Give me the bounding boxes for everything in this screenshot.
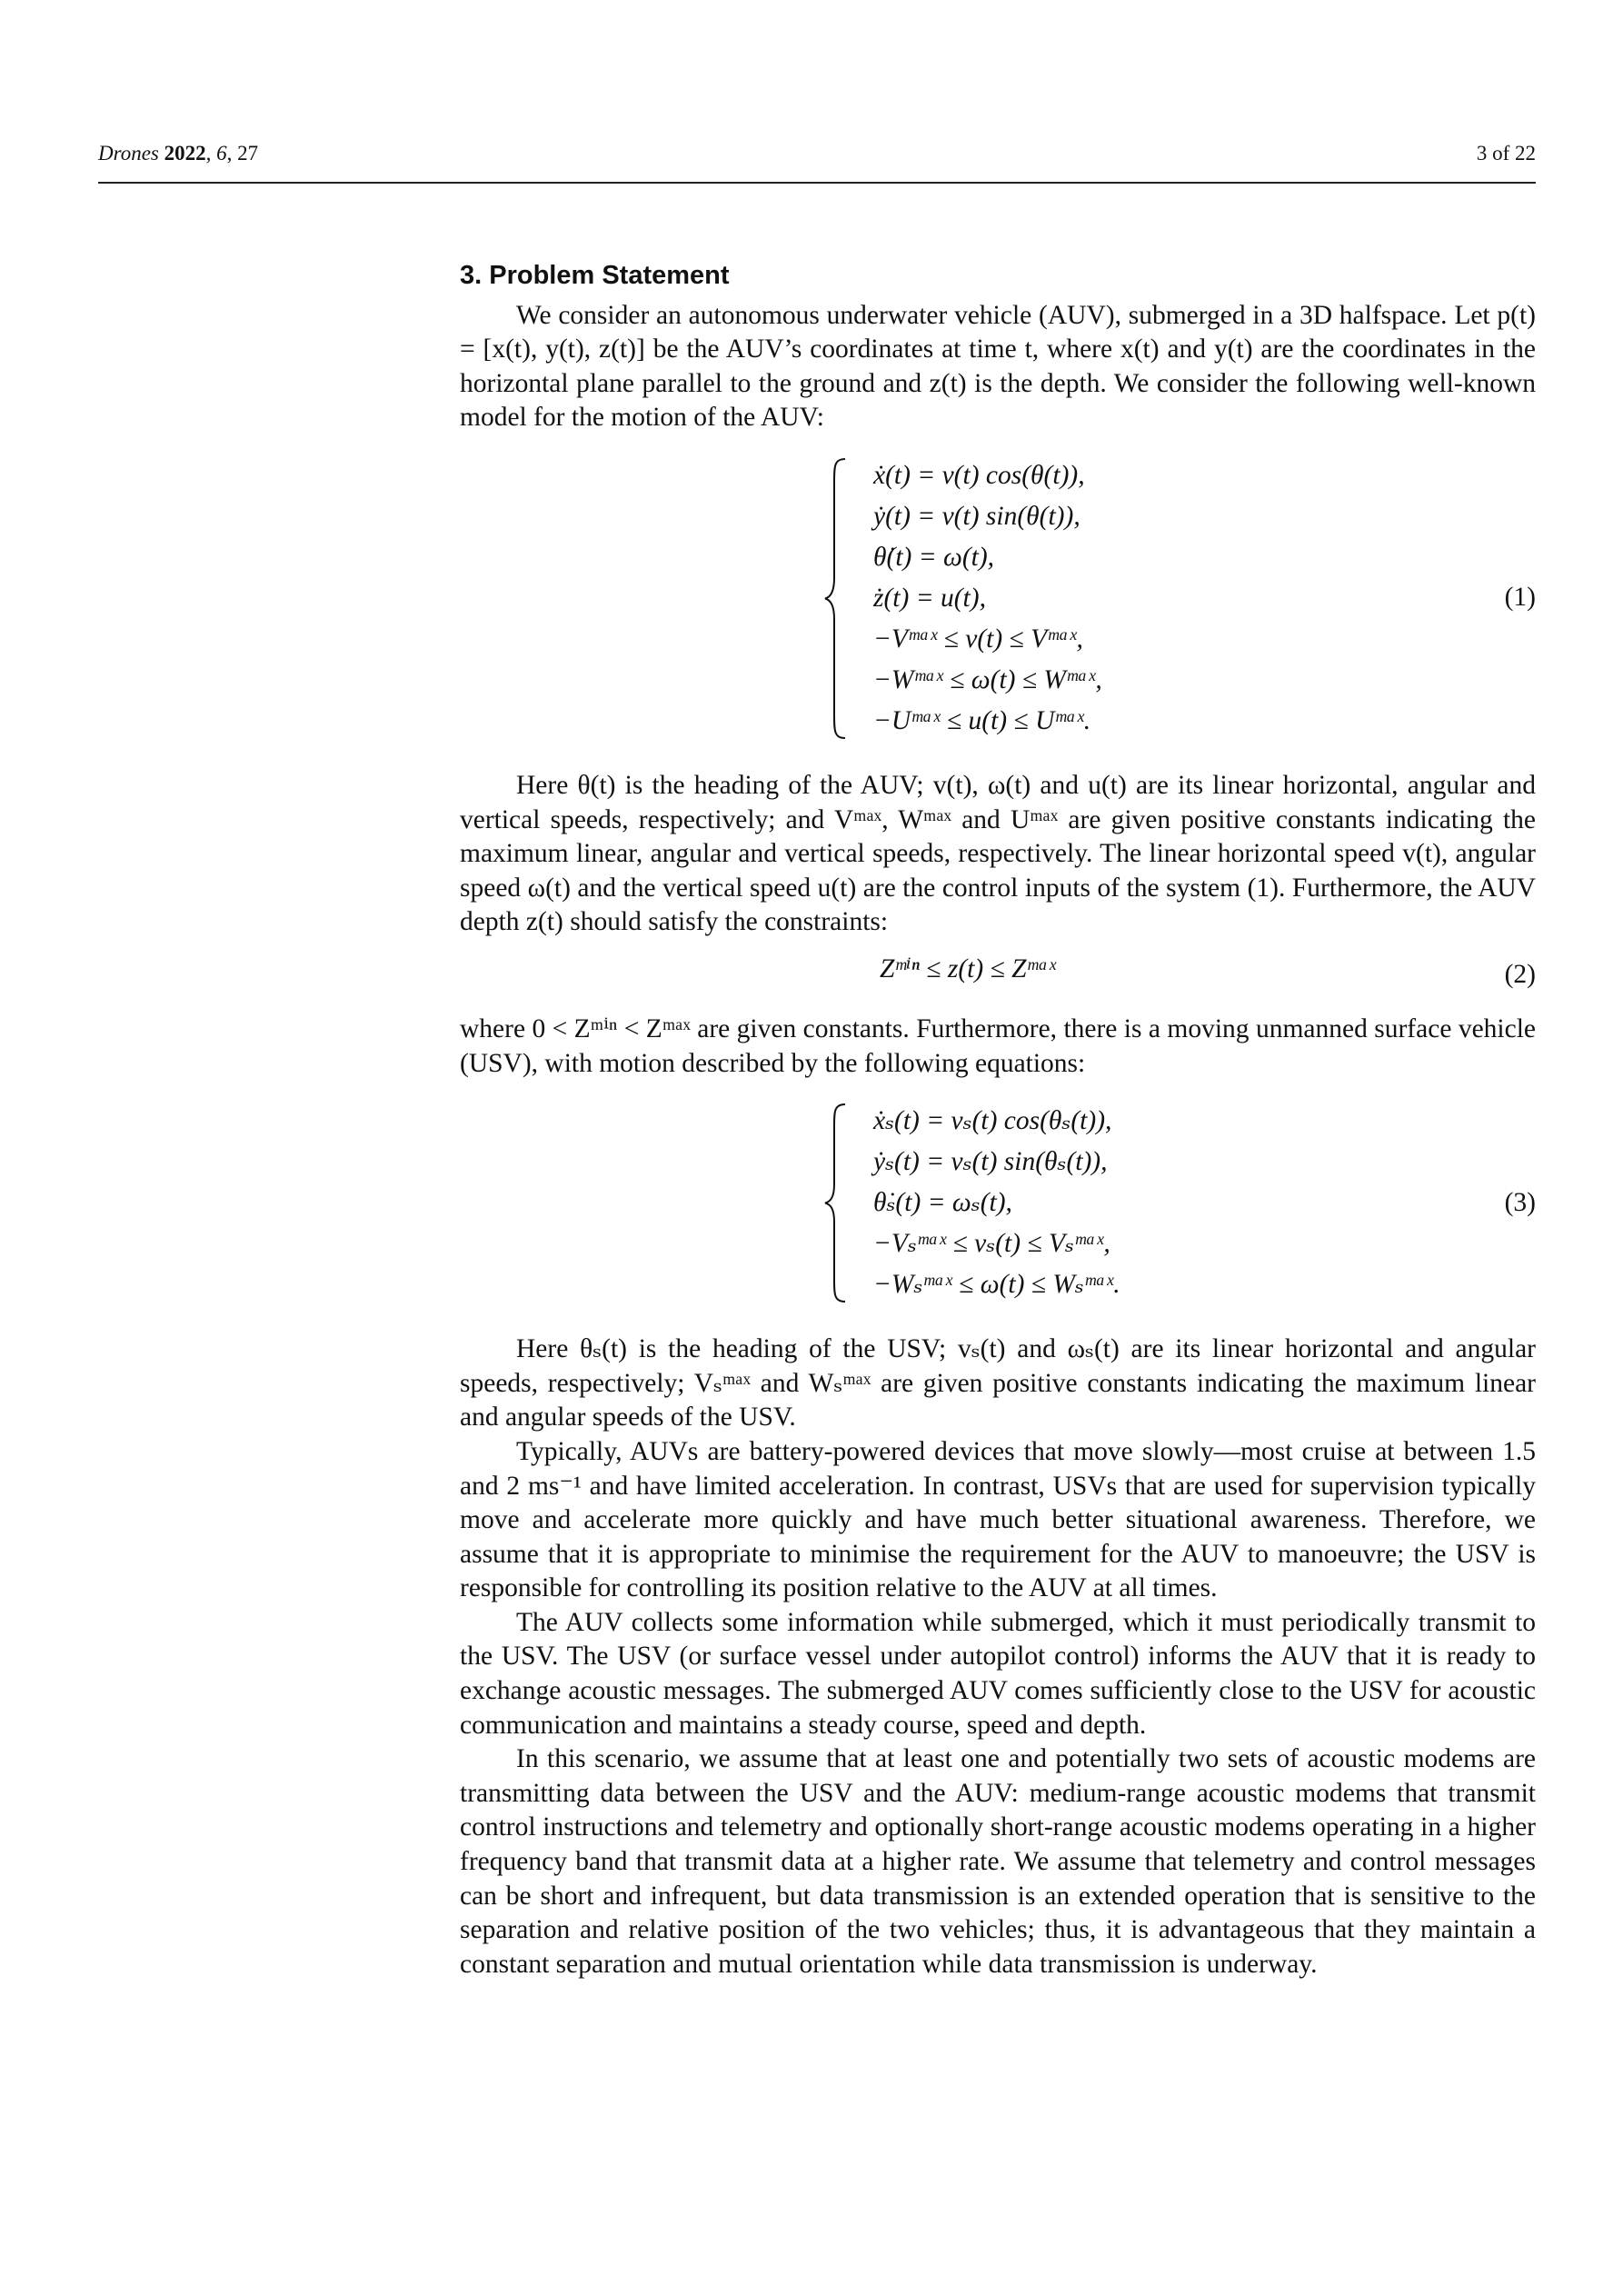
equation-3 <box>460 1101 1536 1305</box>
paragraph-5: Typically, AUVs are battery-powered devices that move slowly—most cruise at between 1.5 and 2 ms⁻¹ and have limited acceleration. In contrast, USVs that are used for supervision typically move and accelerate more quickly and have much better situational awareness. Therefore, we assume that it is appropriate to minimise the requirement for the AUV to manoeuvre; the USV is responsible for controlling its position relative to the AUV at all times. <box>460 1436 1536 1603</box>
paragraph-7: In this scenario, we assume that at least one and potentially two sets of acoustic modems are transmitting data between the USV and the AUV: medium-range acoustic modems that transmit control instructions and telemetry and optionally short-range acoustic modems operating in a higher frequency band that transmit data at a higher rate. We assume that telemetry and control messages can be short and infrequent, but data transmission is an extended operation that is sensitive to the separation and relative position of the two vehicles; thus, it is advantageous that they maintain a constant separation and mutual orientation while data transmission is underway. <box>460 1744 1536 1979</box>
equation-line: −Wₛᵐᵃˣ ≤ ω(t) ≤ Wₛᵐᵃˣ. <box>873 1270 1120 1300</box>
equation-line: ẏₛ(t) = vₛ(t) sin(θₛ(t)), <box>873 1147 1108 1177</box>
main-content <box>460 259 1536 1982</box>
paragraph-6: The AUV collects some information while submerged, which it must periodically transmit to the USV. The USV (or surface vessel under autopilot control) informs the AUV that it is ready to exchange acoustic messages. The submerged AUV comes sufficiently close to the USV for acoustic communication and maintains a steady course, speed and depth. <box>460 1607 1536 1740</box>
equation-number: (1) <box>1504 583 1536 613</box>
equation-line: −Vₛᵐᵃˣ ≤ vₛ(t) ≤ Vₛᵐᵃˣ, <box>873 1229 1110 1259</box>
equation-number: (2) <box>1504 959 1536 989</box>
equation-3-lines <box>873 1101 1536 1305</box>
paragraph-1: We consider an autonomous underwater vehicle (AUV), submerged in a 3D halfspace. Let p(t) = [x(t), y(t), z(t)] be the AUV’s coordinates at time t, where x(t) and y(t) are the coordinates in the horizontal plane parallel to the ground and z(t) is the depth. We consider the following well-known model for the motion of the AUV: <box>460 300 1536 433</box>
equation-line: −Uᵐᵃˣ ≤ u(t) ≤ Uᵐᵃˣ. <box>873 705 1091 735</box>
journal-volume: 6 <box>216 142 227 165</box>
article-number: 27 <box>237 142 259 165</box>
journal-citation: Drones 2022, 6, 27 <box>98 142 259 165</box>
journal-year: 2022 <box>164 142 206 165</box>
left-brace <box>823 455 851 742</box>
equation-line: ẋₛ(t) = vₛ(t) cos(θₛ(t)), <box>873 1106 1112 1136</box>
paragraph-3: where 0 < Zᵐⁱⁿ < Zᵐᵃˣ are given constants. Furthermore, there is a moving unmanned surface vehicle (USV), with motion described by the following equations: <box>460 1013 1536 1078</box>
equation-line: θ̇ₛ(t) = ωₛ(t), <box>873 1188 1012 1218</box>
equation-line: −Vᵐᵃˣ ≤ v(t) ≤ Vᵐᵃˣ, <box>873 624 1083 654</box>
section-title: 3. Problem Statement <box>460 261 730 290</box>
page-header <box>98 142 1536 184</box>
equation-line: ż(t) = u(t), <box>873 583 986 613</box>
equation-1 <box>460 455 1536 742</box>
equation-line: θ̇(t) = ω(t), <box>873 542 995 572</box>
paragraph-2: Here θ(t) is the heading of the AUV; v(t), ω(t) and u(t) are its linear horizontal, angular and vertical speeds, respectively; and Vᵐᵃˣ, Wᵐᵃˣ and Uᵐᵃˣ are given positive constants indicating the maximum linear, angular and vertical speeds, respectively. The linear horizontal speed v(t), angular speed ω(t) and the vertical speed u(t) are the control inputs of the system (1). Furthermore, the AUV depth z(t) should satisfy the constraints: <box>460 770 1536 937</box>
equation-2 <box>460 953 1536 998</box>
left-brace <box>823 1101 851 1305</box>
paragraph-4: Here θₛ(t) is the heading of the USV; vₛ(t) and ωₛ(t) are its linear horizontal and angular speeds, respectively; Vₛᵐᵃˣ and Wₛᵐᵃˣ are given positive constants indicating the maximum linear and angular speeds of the USV. <box>460 1334 1536 1433</box>
equation-number: (3) <box>1504 1187 1536 1217</box>
equation-line: ẋ(t) = v(t) cos(θ(t)), <box>873 460 1085 490</box>
equation-1-lines <box>873 455 1536 742</box>
equation-line: −Wᵐᵃˣ ≤ ω(t) ≤ Wᵐᵃˣ, <box>873 664 1102 694</box>
journal-name: Drones <box>98 142 159 165</box>
equation-line: ẏ(t) = v(t) sin(θ(t)), <box>873 501 1080 531</box>
page-number: 3 of 22 <box>1476 142 1536 165</box>
equation-2-expr: Zᵐⁱⁿ ≤ z(t) ≤ Zᵐᵃˣ <box>880 953 1056 983</box>
